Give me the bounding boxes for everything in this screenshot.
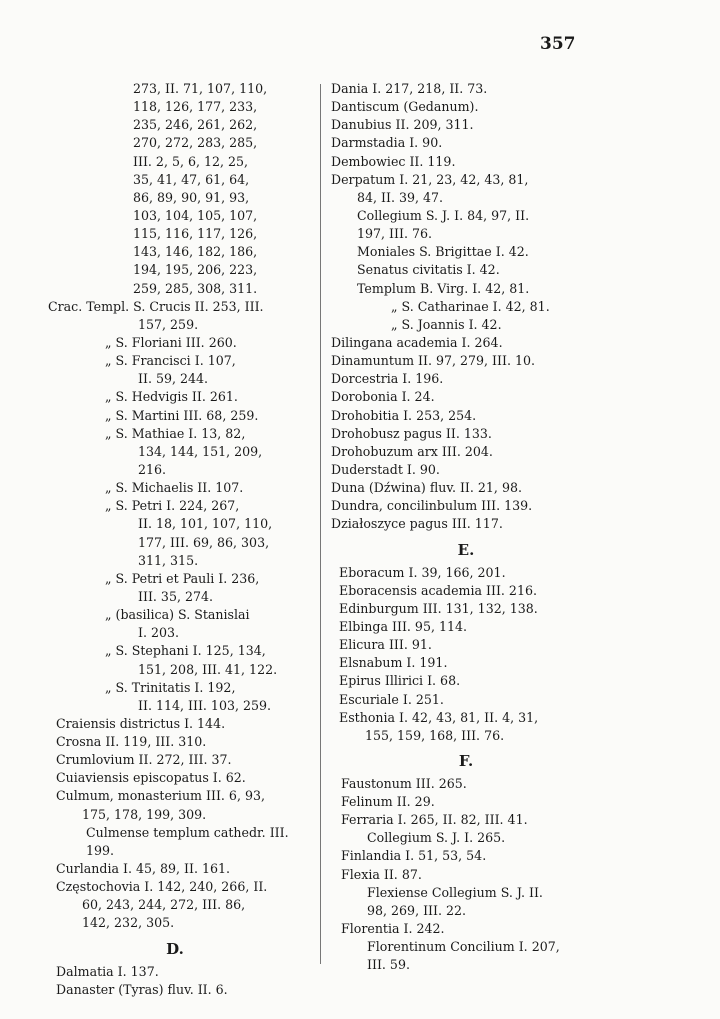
index-entry: II. 18, 101, 107, 110,: [138, 516, 273, 532]
index-entry: Ferraria I. 265, II. 82, III. 41.: [341, 812, 528, 828]
index-entry: Dalmatia I. 137.: [56, 963, 159, 979]
index-entry: Drohobuzum arx III. 204.: [331, 443, 493, 459]
index-entry: Działoszyce pagus III. 117.: [331, 516, 503, 532]
index-entry: Curlandia I. 45, 89, II. 161.: [56, 861, 231, 877]
index-entry: Esthonia I. 42, 43, 81, II. 4, 31,: [339, 709, 539, 725]
index-entry: Cuiaviensis episcopatus I. 62.: [56, 770, 246, 786]
index-entry: II. 59, 244.: [138, 371, 209, 387]
index-entry: „ S. Petri I. 224, 267,: [105, 498, 240, 514]
index-entry: 151, 208, III. 41, 122.: [138, 661, 278, 677]
index-entry: Dilingana academia I. 264.: [331, 334, 503, 350]
page-number: 357: [540, 34, 576, 54]
index-entry: 177, III. 69, 86, 303,: [138, 534, 270, 550]
index-entry: Elsnabum I. 191.: [339, 655, 448, 671]
index-entry: Dorcestria I. 196.: [331, 371, 444, 387]
index-entry: Culmense templum cathedr. III.: [86, 824, 289, 840]
index-entry: „ S. Floriani III. 260.: [105, 334, 237, 350]
index-entry: Moniales S. Brigittae I. 42.: [357, 244, 529, 260]
index-entry: Dorobonia I. 24.: [331, 389, 435, 405]
index-entry: Duna (Dźwina) fluv. II. 21, 98.: [331, 480, 522, 496]
index-entry: 134, 144, 151, 209,: [138, 443, 263, 459]
left-column: [40, 80, 310, 999]
column-divider: [320, 84, 321, 964]
index-entry: II. 114, III. 103, 259.: [138, 697, 272, 713]
index-entry: 60, 243, 244, 272, III. 86,: [82, 897, 246, 913]
index-entry: „ S. Hedvigis II. 261.: [105, 389, 238, 405]
index-entry: Templum B. Virg. I. 42, 81.: [357, 280, 530, 296]
index-entry: 115, 116, 117, 126,: [133, 226, 258, 242]
index-entry: Danubius II. 209, 311.: [331, 117, 474, 133]
index-entry: 273, II. 71, 107, 110,: [133, 81, 268, 96]
index-entry: Faustonum III. 265.: [341, 775, 467, 791]
section-letter: D.: [166, 939, 184, 958]
index-entry: Danaster (Tyras) fluv. II. 6.: [56, 981, 228, 997]
index-entry: „ S. Joannis I. 42.: [391, 316, 502, 332]
index-entry: „ S. Catharinae I. 42, 81.: [391, 298, 550, 314]
index-entry: Eboracensis academia III. 216.: [339, 582, 537, 598]
index-entry: 103, 104, 105, 107,: [133, 207, 258, 223]
index-entry: Flexia II. 87.: [341, 866, 422, 882]
index-entry: III. 35, 274.: [138, 588, 214, 604]
index-entry: Crosna II. 119, III. 310.: [56, 734, 207, 750]
index-entry: III. 59.: [367, 957, 410, 973]
index-entry: „ S. Francisci I. 107,: [105, 353, 236, 369]
index-entry: Duderstadt I. 90.: [331, 461, 440, 477]
index-entry: 98, 269, III. 22.: [367, 902, 467, 918]
index-entry: 235, 246, 261, 262,: [133, 117, 258, 133]
index-entry: Felinum II. 29.: [341, 794, 435, 810]
index-entry: 142, 232, 305.: [82, 915, 175, 931]
section-letter: F.: [458, 751, 474, 770]
index-entry: 143, 146, 182, 186,: [133, 244, 258, 260]
index-entry: Dundra, concilinbulum III. 139.: [331, 498, 533, 514]
index-entry: Senatus civitatis I. 42.: [357, 262, 500, 278]
index-entry: Florentinum Concilium I. 207,: [367, 939, 560, 955]
index-entry: 194, 195, 206, 223,: [133, 262, 258, 278]
index-entry: Częstochovia I. 142, 240, 266, II.: [56, 879, 268, 895]
index-entry: „ S. Michaelis II. 107.: [105, 480, 244, 496]
index-entry: Culmum, monasterium III. 6, 93,: [56, 788, 265, 804]
index-entry: 155, 159, 168, III. 76.: [365, 727, 505, 743]
index-entry: I. 203.: [138, 625, 180, 641]
index-entry: 84, II. 39, 47.: [357, 189, 444, 205]
index-entry: Derpatum I. 21, 23, 42, 43, 81,: [331, 171, 529, 187]
index-entry: Florentia I. 242.: [341, 921, 445, 937]
index-entry: 259, 285, 308, 311.: [133, 280, 258, 296]
index-entry: „ S. Martini III. 68, 259.: [105, 407, 259, 423]
index-entry: III. 2, 5, 6, 12, 25,: [133, 153, 249, 169]
index-entry: Darmstadia I. 90.: [331, 135, 443, 151]
index-entry: 216.: [138, 461, 167, 477]
index-entry: Dania I. 217, 218, II. 73.: [331, 81, 488, 96]
index-entry: Drohobitia I. 253, 254.: [331, 407, 477, 423]
index-entry: „ S. Trinitatis I. 192,: [105, 679, 236, 695]
index-entry: 270, 272, 283, 285,: [133, 135, 258, 151]
index-entry: Crumlovium II. 272, III. 37.: [56, 752, 232, 768]
index-entry: Dantiscum (Gedanum).: [331, 99, 479, 115]
index-entry: Finlandia I. 51, 53, 54.: [341, 848, 487, 864]
index-entry: 35, 41, 47, 61, 64,: [133, 171, 250, 187]
index-entry: 311, 315.: [138, 552, 199, 568]
index-entry: Collegium S. J. I. 84, 97, II.: [357, 207, 530, 223]
index-entry: Crac. Templ. S. Crucis II. 253, III.: [48, 298, 264, 314]
index-entry: 175, 178, 199, 309.: [82, 806, 207, 822]
index-entry: „ S. Petri et Pauli I. 236,: [105, 570, 260, 586]
index-entry: „ (basilica) S. Stanislai: [105, 607, 250, 623]
index-entry: Dinamuntum II. 97, 279, III. 10.: [331, 353, 536, 369]
index-entry: Craiensis districtus I. 144.: [56, 715, 226, 731]
section-letter: E.: [457, 540, 475, 559]
index-entry: Elicura III. 91.: [339, 637, 432, 653]
index-entry: 86, 89, 90, 91, 93,: [133, 189, 250, 205]
index-entry: Edinburgum III. 131, 132, 138.: [339, 600, 538, 616]
index-entry: Elbinga III. 95, 114.: [339, 618, 467, 634]
index-entry: Escuriale I. 251.: [339, 691, 444, 707]
index-entry: Flexiense Collegium S. J. II.: [367, 884, 543, 900]
index-entry: Drohobusz pagus II. 133.: [331, 425, 492, 441]
index-entry: 199.: [86, 842, 115, 858]
right-column: [331, 80, 601, 974]
index-entry: 197, III. 76.: [357, 226, 433, 242]
index-entry: „ S. Mathiae I. 13, 82,: [105, 425, 246, 441]
index-entry: Collegium S. J. I. 265.: [367, 830, 506, 846]
index-entry: 118, 126, 177, 233,: [133, 99, 258, 115]
index-entry: Epirus Illirici I. 68.: [339, 673, 461, 689]
index-entry: „ S. Stephani I. 125, 134,: [105, 643, 266, 659]
index-entry: 157, 259.: [138, 316, 199, 332]
index-entry: Dembowiec II. 119.: [331, 153, 456, 169]
index-entry: Eboracum I. 39, 166, 201.: [339, 564, 506, 580]
